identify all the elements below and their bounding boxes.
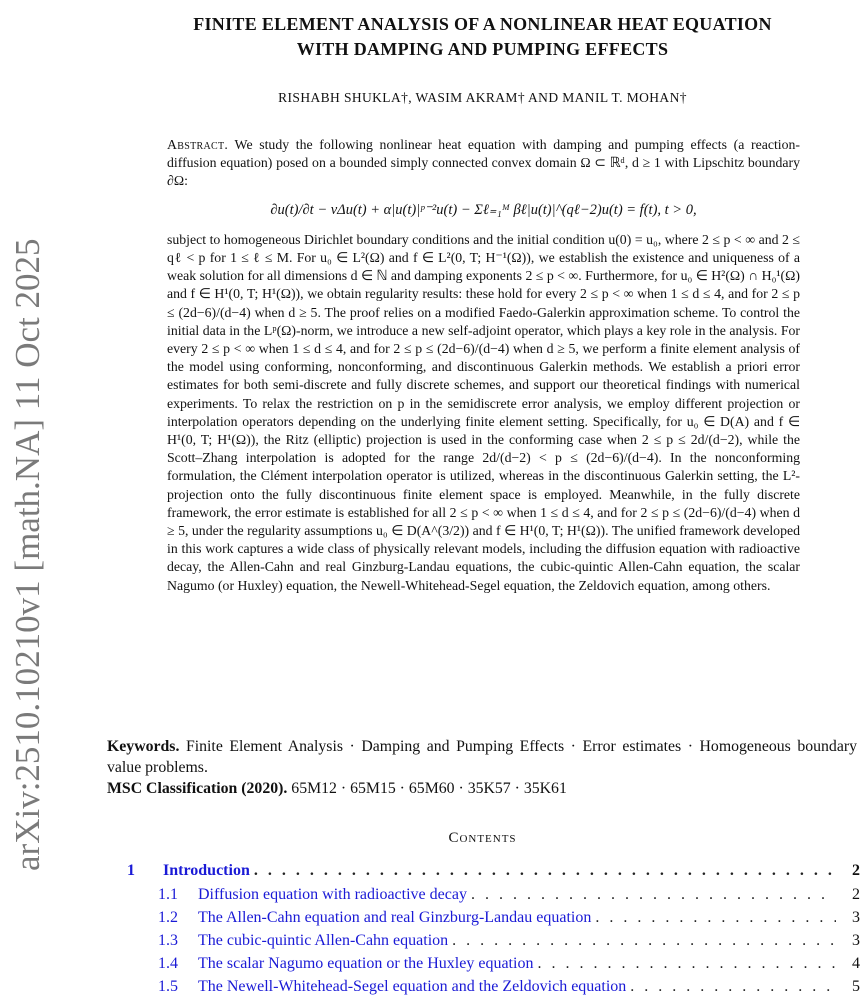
keywords-text: Finite Element Analysis · Damping and Pumping Effects · Error estimates · Homogeneous boundary value problems.	[107, 738, 857, 776]
toc-entry-1-3[interactable]	[158, 930, 860, 952]
msc-paragraph	[107, 778, 857, 799]
toc-number: 1.3	[158, 932, 178, 949]
arxiv-identifier: arXiv:2510.10210v1 [math.NA] 11 Oct 2025	[8, 238, 47, 871]
abstract-body: subject to homogeneous Dirichlet boundary conditions and the initial condition u(0) = u₀, where 2 ≤ p < ∞ and 2 ≤ qℓ < p for 1 ≤ ℓ ≤ M. For u₀ ∈ L²(Ω) and f ∈ L²(0, T; H⁻¹(Ω)), we establish the existence and uniqueness of a weak solution for all dimensions d ∈ ℕ and damping exponents 2 ≤ p < ∞. Furthermore, for u₀ ∈ H²(Ω) ∩ H₀¹(Ω) and f ∈ H¹(0, T; H¹(Ω)), we obtain regularity results: these hold for every 2 ≤ p < ∞ when 1 ≤ d ≤ 4, and for 2 ≤ p ≤ (2d−6)/(d−4) when d ≥ 5. The proof relies on a modified Faedo-Galerkin approximation scheme. To control the initial data in the Lᵖ(Ω)-norm, we introduce a new self-adjoint operator, which plays a key role in the analysis. For every 2 ≤ p < ∞ when 1 ≤ d ≤ 4, and for 2 ≤ p ≤ (2d−6)/(d−4) when d ≥ 5, we perform a finite element analysis of the model using conforming, nonconforming, and discontinuous Galerkin methods. We establish a priori error estimates for both semi-discrete and fully discrete schemes, and support our theoretical findings with numerical experiments. To relax the restriction on p in the semidiscrete error analysis, we employ different projection or interpolation operators depending on the underlying finite element setting. Specifically, for u₀ ∈ D(A) and f ∈ H¹(0, T; H¹(Ω)), the Ritz (elliptic) projection is used in the conforming case when 2 ≤ p ≤ 2d/(d−2), while the Scott–Zhang interpolation is adopted for the range 2d/(d−2) < p ≤ (2d−6)/(d−4). In the nonconforming formulation, the Clément interpolation operator is utilized, whereas in the discontinuous Galerkin setting, the L²-projection onto the fully discontinuous finite element space is employed. Meanwhile, in the fully discrete framework, the error estimate is established for all 2 ≤ p < ∞ when 1 ≤ d ≤ 4, and for 2 ≤ p ≤ (2d−6)/(d−4) when d ≥ 5, under the regularity assumptions u₀ ∈ D(A^(3/2)) and f ∈ H¹(0, T; H¹(Ω)). The unified framework developed in this work captures a wide class of physically relevant models, including the diffusion equation with radioactive decay, the Allen-Cahn and real Ginzburg-Landau equations, the cubic-quintic Allen-Cahn equation, the scalar Nagumo (or Huxley) equation, the Newell-Whitehead-Segel equation, the Zeldovich equation, among others.	[167, 231, 800, 593]
toc-number: 1.5	[158, 978, 178, 995]
abstract-intro: We study the following nonlinear heat equation with damping and pumping effects (a reaction-diffusion equation) posed on a bounded simply connected convex domain Ω ⊂ ℝᵈ, d ≥ 1 with Lipschitz boundary ∂Ω:	[167, 137, 801, 189]
toc-number: 1.1	[158, 886, 178, 903]
abstract-intro-paragraph	[167, 136, 800, 191]
msc-text: 65M12 · 65M15 · 65M60 · 35K57 · 35K61	[291, 780, 567, 797]
toc-entry-1-2[interactable]	[158, 907, 860, 929]
toc-page-number: 4	[852, 955, 860, 972]
toc-number: 1.2	[158, 909, 178, 926]
title-line-1: FINITE ELEMENT ANALYSIS OF A NONLINEAR HEAT EQUATION	[193, 14, 772, 34]
toc-page-number: 2	[852, 862, 860, 879]
toc-leader-dots	[537, 953, 836, 975]
title-line-2: WITH DAMPING AND PUMPING EFFECTS	[296, 39, 669, 59]
toc-page-number: 3	[852, 932, 860, 949]
toc-link[interactable]: Diffusion equation with radioactive decay	[198, 886, 467, 903]
toc-link[interactable]: The cubic-quintic Allen-Cahn equation	[198, 932, 449, 949]
toc-entry-1-1[interactable]	[158, 884, 860, 906]
toc-leader-dots	[471, 884, 836, 906]
msc-label: MSC Classification (2020).	[107, 780, 288, 797]
toc-leader-dots	[630, 976, 836, 998]
toc-link[interactable]: The Allen-Cahn equation and real Ginzburg-Landau equation	[198, 909, 592, 926]
toc-leader-dots	[595, 907, 836, 929]
abstract	[167, 136, 800, 595]
keywords-paragraph	[107, 736, 857, 778]
toc-link[interactable]: Introduction	[163, 862, 250, 879]
toc-link[interactable]: The Newell-Whitehead-Segel equation and the Zeldovich equation	[198, 978, 627, 995]
toc-entry-1-5[interactable]	[158, 976, 860, 998]
toc-number: 1.4	[158, 955, 178, 972]
abstract-label: Abstract.	[167, 137, 229, 152]
toc-number: 1	[127, 862, 135, 879]
keywords-block	[107, 736, 857, 799]
toc-entry-introduction[interactable]	[127, 860, 860, 882]
toc-page-number: 2	[852, 886, 860, 903]
toc-leader-dots	[452, 930, 836, 952]
toc-link[interactable]: The scalar Nagumo equation or the Huxley equation	[198, 955, 534, 972]
contents-heading: Contents	[448, 830, 517, 846]
toc-leader-dots	[254, 860, 836, 882]
toc-page-number: 3	[852, 909, 860, 926]
toc-entry-1-4[interactable]	[158, 953, 860, 975]
paper-title	[115, 12, 850, 62]
author-list: RISHABH SHUKLA†, WASIM AKRAM† AND MANIL T. MOHAN†	[278, 90, 687, 105]
keywords-label: Keywords.	[107, 738, 180, 755]
toc-page-number: 5	[852, 978, 860, 995]
main-equation: ∂u(t)/∂t − νΔu(t) + α|u(t)|ᵖ⁻²u(t) − Σℓ₌₁ᴹ βℓ|u(t)|^(qℓ−2)u(t) = f(t), t > 0,	[270, 201, 697, 218]
